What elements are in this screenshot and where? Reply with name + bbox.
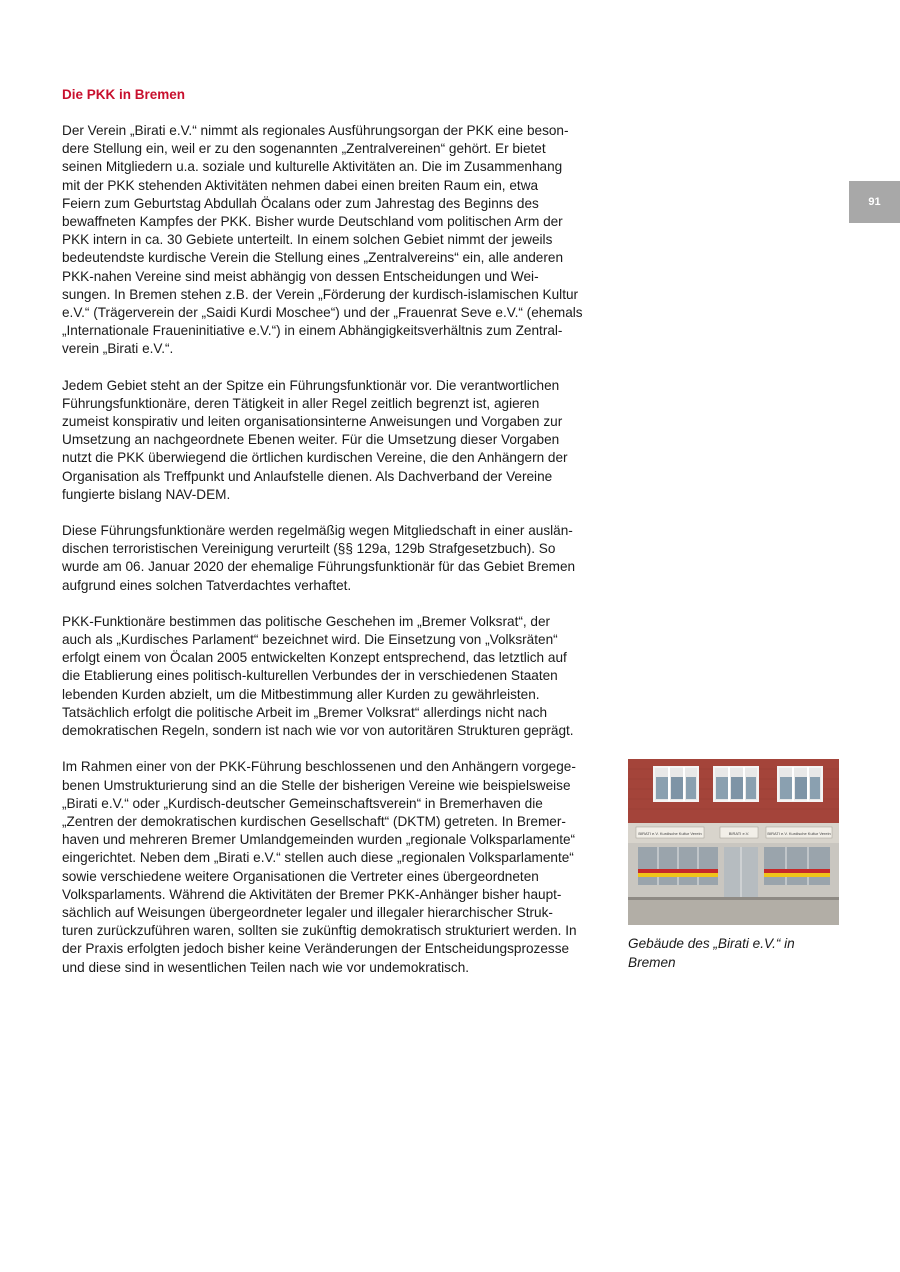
text-line: bedeutendste kurdische Verein die Stellung eines „Zentralvereins“ ein, alle anderen <box>62 250 564 266</box>
text-line: verein „Birati e.V.“. <box>62 341 174 357</box>
text-line: Diese Führungsfunktionäre werden regelmäßig wegen Mitgliedschaft in einer auslän- <box>62 523 573 539</box>
text-line: PKK intern in ca. 30 Gebiete unterteilt. In einem solchen Gebiet nimmt der jeweils <box>62 232 553 248</box>
text-line: „Zentren der demokratischen kurdischen Gesellschaft“ (DKTM) getreten. In Bremer- <box>62 813 566 829</box>
sign-left: BIRATI e.V. Kurdische Kultur Verein <box>638 831 702 836</box>
caption-line: Bremen <box>628 954 676 970</box>
text-line: eingerichtet. Neben dem „Birati e.V.“ stellen auch diese „regionalen Volksparlamente“ <box>62 850 574 866</box>
paragraph <box>62 613 614 740</box>
text-line: „Internationale Fraueninitiative e.V.“) in einem Abhängigkeitsverhältnis zum Zentral- <box>62 323 563 339</box>
text-line: e.V.“ (Trägerverein der „Saidi Kurdi Moschee“) und der „Frauenrat Seve e.V.“ (ehemals <box>62 305 583 321</box>
body-text <box>62 122 614 995</box>
text-line: sungen. In Bremen stehen z.B. der Verein „Förderung der kurdisch-islamischen Kultur <box>62 286 579 302</box>
paragraph <box>62 758 614 976</box>
paragraph <box>62 122 614 359</box>
caption-line: Gebäude des „Birati e.V.“ in <box>628 936 795 951</box>
text-line: sowie verschiedene weitere Organisationen die Vertreter eines übergeordneten <box>62 868 539 884</box>
text-line: benen Umstrukturierung sind an die Stelle der bisherigen Vereine wie beispielsweise <box>62 777 571 793</box>
upper-windows <box>654 767 822 801</box>
text-line: dere Stellung ein, weil er zu den sogenannten „Zentralvereinen“ gehört. Er bietet <box>62 141 546 157</box>
text-line: und diese sind in wesentlichen Teilen nach wie vor undemokratisch. <box>62 959 470 975</box>
text-line: sächlich auf Weisungen übergeordneter legaler und illegaler hierarchischer Struk- <box>62 904 553 920</box>
sign-middle: BIRATI e.V. <box>728 831 750 836</box>
text-line: Umsetzung an nachgeordnete Ebenen weiter. Für die Umsetzung dieser Vorgaben <box>62 432 560 448</box>
page-number-tab <box>849 181 900 223</box>
text-line: aufgrund eines solchen Tatverdachtes verhaftet. <box>62 577 352 593</box>
text-line: auch als „Kurdisches Parlament“ bezeichnet wird. Die Einsetzung von „Volksräten“ <box>62 632 558 648</box>
text-line: Der Verein „Birati e.V.“ nimmt als regionales Ausführungsorgan der PKK eine beson- <box>62 123 569 138</box>
text-line: wurde am 06. Januar 2020 der ehemalige Führungsfunktionär für das Gebiet Bremen <box>62 559 576 575</box>
text-line: Im Rahmen einer von der PKK-Führung beschlossenen und den Anhängern vorgege- <box>62 759 576 775</box>
text-line: nutzt die PKK überwiegend die örtlichen kurdischen Vereine, die den Anhängern der <box>62 450 568 466</box>
text-line: Führungsfunktionäre, deren Tätigkeit in aller Regel zeitlich begrenzt ist, agieren <box>62 395 540 411</box>
page-number: 91 <box>868 196 881 208</box>
text-line: haven und mehreren Bremer Umlandgemeinden wurden „regionale Volksparlamente“ <box>62 832 576 848</box>
text-line: mit der PKK stehenden Aktivitäten nehmen dabei einen breiten Raum ein, etwa <box>62 177 539 193</box>
paragraph <box>62 522 614 595</box>
sign-right: BIRATI e.V. Kurdische Kultur Verein <box>767 831 831 836</box>
text-line: zumeist konspirativ und leiten organisationsinterne Anweisungen und Vorgaben zur <box>62 414 563 430</box>
text-line: Volksparlaments. Während die Aktivitäten der Bremer PKK-Anhänger bisher haupt- <box>62 886 562 902</box>
text-line: demokratischen Regeln, sondern ist nach wie vor von autoritären Strukturen geprägt. <box>62 723 574 739</box>
building-figure <box>628 759 839 972</box>
text-line: Organisation als Treffpunkt und Anlaufstelle dienen. Als Dachverband der Vereine <box>62 468 553 484</box>
text-line: die Etablierung eines politisch-kulturellen Verbundes der in verschiedenen Staaten <box>62 668 558 684</box>
text-line: PKK-Funktionäre bestimmen das politische Geschehen im „Bremer Volksrat“, der <box>62 613 551 629</box>
text-line: PKK-nahen Vereine sind meist abhängig von dessen Entscheidungen und Wei- <box>62 268 539 284</box>
text-line: fungierte bislang NAV-DEM. <box>62 486 231 502</box>
text-line: lebenden Kurden abzielt, um die Mitbestimmung aller Kurden zu gewährleisten. <box>62 686 540 702</box>
section-heading: Die PKK in Bremen <box>62 87 186 102</box>
figure-caption <box>628 935 839 972</box>
text-line: Tatsächlich erfolgt die politische Arbeit im „Bremer Volksrat“ allerdings nicht nach <box>62 704 548 720</box>
paragraph <box>62 377 614 504</box>
text-line: dischen terroristischen Vereinigung verurteilt (§§ 129a, 129b Strafgesetzbuch). So <box>62 541 556 557</box>
text-line: der Praxis erfolgten jedoch bisher keine Veränderungen der Entscheidungsprozesse <box>62 941 570 957</box>
text-line: erfolgt einem von Öcalan 2005 entwickelten Konzept entsprechend, das letztlich auf <box>62 650 567 666</box>
text-line: Feiern zum Geburtstag Abdullah Öcalans oder zum Jahrestag des Beginns des <box>62 195 539 211</box>
building-photo <box>628 759 839 925</box>
text-line: „Birati e.V.“ oder „Kurdisch-deutscher Gemeinschaftsverein“ in Bremerhaven die <box>62 795 543 811</box>
text-line: seinen Mitgliedern u.a. soziale und kulturelle Aktivitäten an. Die im Zusammenhang <box>62 159 563 175</box>
text-line: turen zurückzuführen waren, sollten sie zukünftig demokratisch strukturiert werden. In <box>62 923 577 939</box>
text-line: bewaffneten Kampfes der PKK. Bisher wurde Deutschland vom politischen Arm der <box>62 214 563 230</box>
text-line: Jedem Gebiet steht an der Spitze ein Führungsfunktionär vor. Die verantwortlichen <box>62 377 560 393</box>
